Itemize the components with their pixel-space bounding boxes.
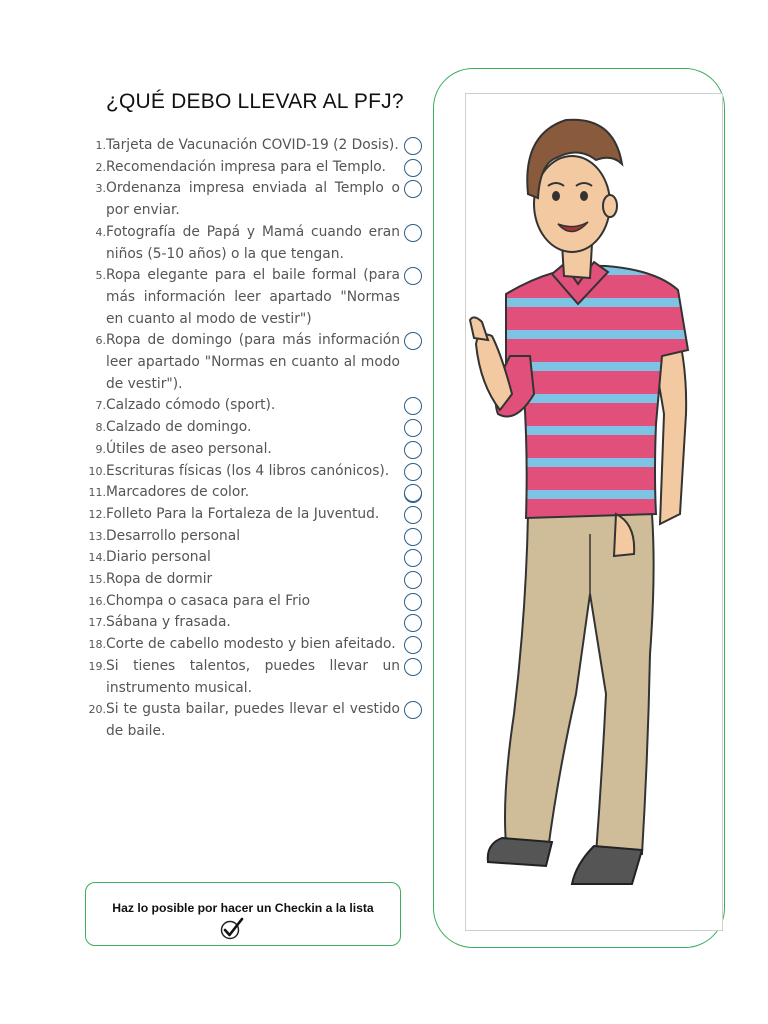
list-item: [80, 504, 430, 526]
item-number: 20.: [88, 703, 106, 717]
list-item: [80, 461, 430, 483]
item-number: 1.: [95, 139, 106, 152]
list-item: [80, 656, 430, 699]
list-item: [80, 547, 430, 569]
item-text: Diario personal: [106, 549, 211, 566]
item-text: Ropa de dormir: [106, 571, 213, 588]
item-text: Si tienes talentos, puedes llevar un instrumento musical.: [106, 657, 400, 696]
circle-checkbox-icon[interactable]: [404, 419, 422, 437]
item-number: 11.: [88, 486, 106, 500]
item-text: Útiles de aseo personal.: [106, 440, 272, 457]
item-text: Si te gusta bailar, puedes llevar el vestido de baile.: [106, 701, 400, 739]
circle-checkbox-icon[interactable]: [404, 267, 422, 285]
list-item: [80, 157, 430, 179]
list-item: [80, 330, 430, 395]
item-number: 12.: [88, 507, 106, 521]
circle-checkbox-icon[interactable]: [404, 658, 422, 676]
item-number: 14.: [88, 551, 106, 565]
item-number: 9.: [95, 442, 106, 456]
checkin-note: Haz lo posible por hacer un Checkin a la lista: [112, 901, 374, 915]
list-item: [80, 178, 430, 221]
item-text: Desarrollo personal: [106, 527, 241, 544]
item-number: 16.: [88, 594, 106, 608]
circle-checkbox-icon[interactable]: [404, 484, 422, 502]
checkmark-icon: [220, 917, 244, 941]
list-item: [80, 699, 430, 742]
list-item: [80, 135, 430, 157]
item-number: 3.: [95, 182, 106, 196]
item-number: 7.: [95, 399, 106, 413]
item-text: Calzado cómodo (sport).: [106, 397, 276, 414]
list-item: [80, 417, 430, 439]
young-man-illustration: [466, 94, 723, 931]
item-text: Corte de cabello modesto y bien afeitado.: [106, 636, 396, 653]
item-text: Ordenanza impresa enviada al Templo o por enviar.: [106, 180, 400, 219]
item-text: Marcadores de color.: [106, 484, 250, 501]
item-text: Folleto Para la Fortaleza de la Juventud.: [106, 505, 380, 522]
item-number: 19.: [88, 659, 106, 673]
page-title: ¿QUÉ DEBO LLEVAR AL PFJ?: [106, 90, 404, 113]
item-number: 4.: [95, 225, 106, 239]
circle-checkbox-icon[interactable]: [404, 224, 422, 242]
item-text: Sábana y frasada.: [106, 614, 231, 631]
circle-checkbox-icon[interactable]: [404, 593, 422, 611]
illustration-panel: [465, 93, 723, 931]
item-number: 17.: [88, 616, 106, 630]
item-number: 18.: [88, 638, 106, 652]
item-text: Chompa o casaca para el Frio: [106, 592, 311, 609]
checklist: [80, 135, 430, 743]
item-number: 5.: [95, 269, 106, 283]
circle-checkbox-icon[interactable]: [404, 614, 422, 632]
list-item: [80, 395, 430, 417]
circle-checkbox-icon[interactable]: [404, 506, 422, 524]
item-number: 13.: [88, 529, 106, 543]
item-text: Calzado de domingo.: [106, 419, 252, 436]
item-text: Ropa de domingo (para más información leer apartado "Normas en cuanto al modo de vestir").: [106, 332, 400, 392]
item-number: 2.: [95, 160, 106, 174]
circle-checkbox-icon[interactable]: [404, 636, 422, 654]
circle-checkbox-icon[interactable]: [404, 159, 422, 177]
item-text: Tarjeta de Vacunación COVID-19 (2 Dosis).: [106, 137, 399, 153]
item-text: Recomendación impresa para el Templo.: [106, 158, 386, 175]
circle-checkbox-icon[interactable]: [404, 549, 422, 567]
circle-checkbox-icon[interactable]: [404, 571, 422, 589]
item-number: 8.: [95, 421, 106, 435]
item-number: 6.: [95, 334, 106, 348]
item-text: Fotografía de Papá y Mamá cuando eran niños (5-10 años) o la que tengan.: [106, 223, 400, 262]
circle-checkbox-icon[interactable]: [404, 701, 422, 719]
list-item: [80, 634, 430, 656]
circle-checkbox-icon[interactable]: [404, 180, 422, 198]
item-text: Escrituras físicas (los 4 libros canónicos).: [106, 462, 390, 479]
circle-checkbox-icon[interactable]: [404, 332, 422, 350]
circle-checkbox-icon[interactable]: [404, 137, 422, 155]
list-item: [80, 222, 430, 265]
list-item: [80, 569, 430, 591]
item-text: Ropa elegante para el baile formal (para más información leer apartado "Normas en cuanto al modo de vestir"): [106, 267, 400, 327]
list-item: [80, 612, 430, 634]
circle-checkbox-icon[interactable]: [404, 441, 422, 459]
list-item: [80, 526, 430, 548]
circle-checkbox-icon[interactable]: [404, 528, 422, 546]
circle-checkbox-icon[interactable]: [404, 397, 422, 415]
list-item: [80, 591, 430, 613]
list-item: [80, 265, 430, 330]
checkin-note-box: [85, 882, 401, 946]
list-item: [80, 439, 430, 461]
list-item: [80, 482, 430, 504]
item-number: 10.: [88, 464, 106, 478]
item-number: 15.: [88, 573, 106, 587]
circle-checkbox-icon[interactable]: [404, 463, 422, 481]
